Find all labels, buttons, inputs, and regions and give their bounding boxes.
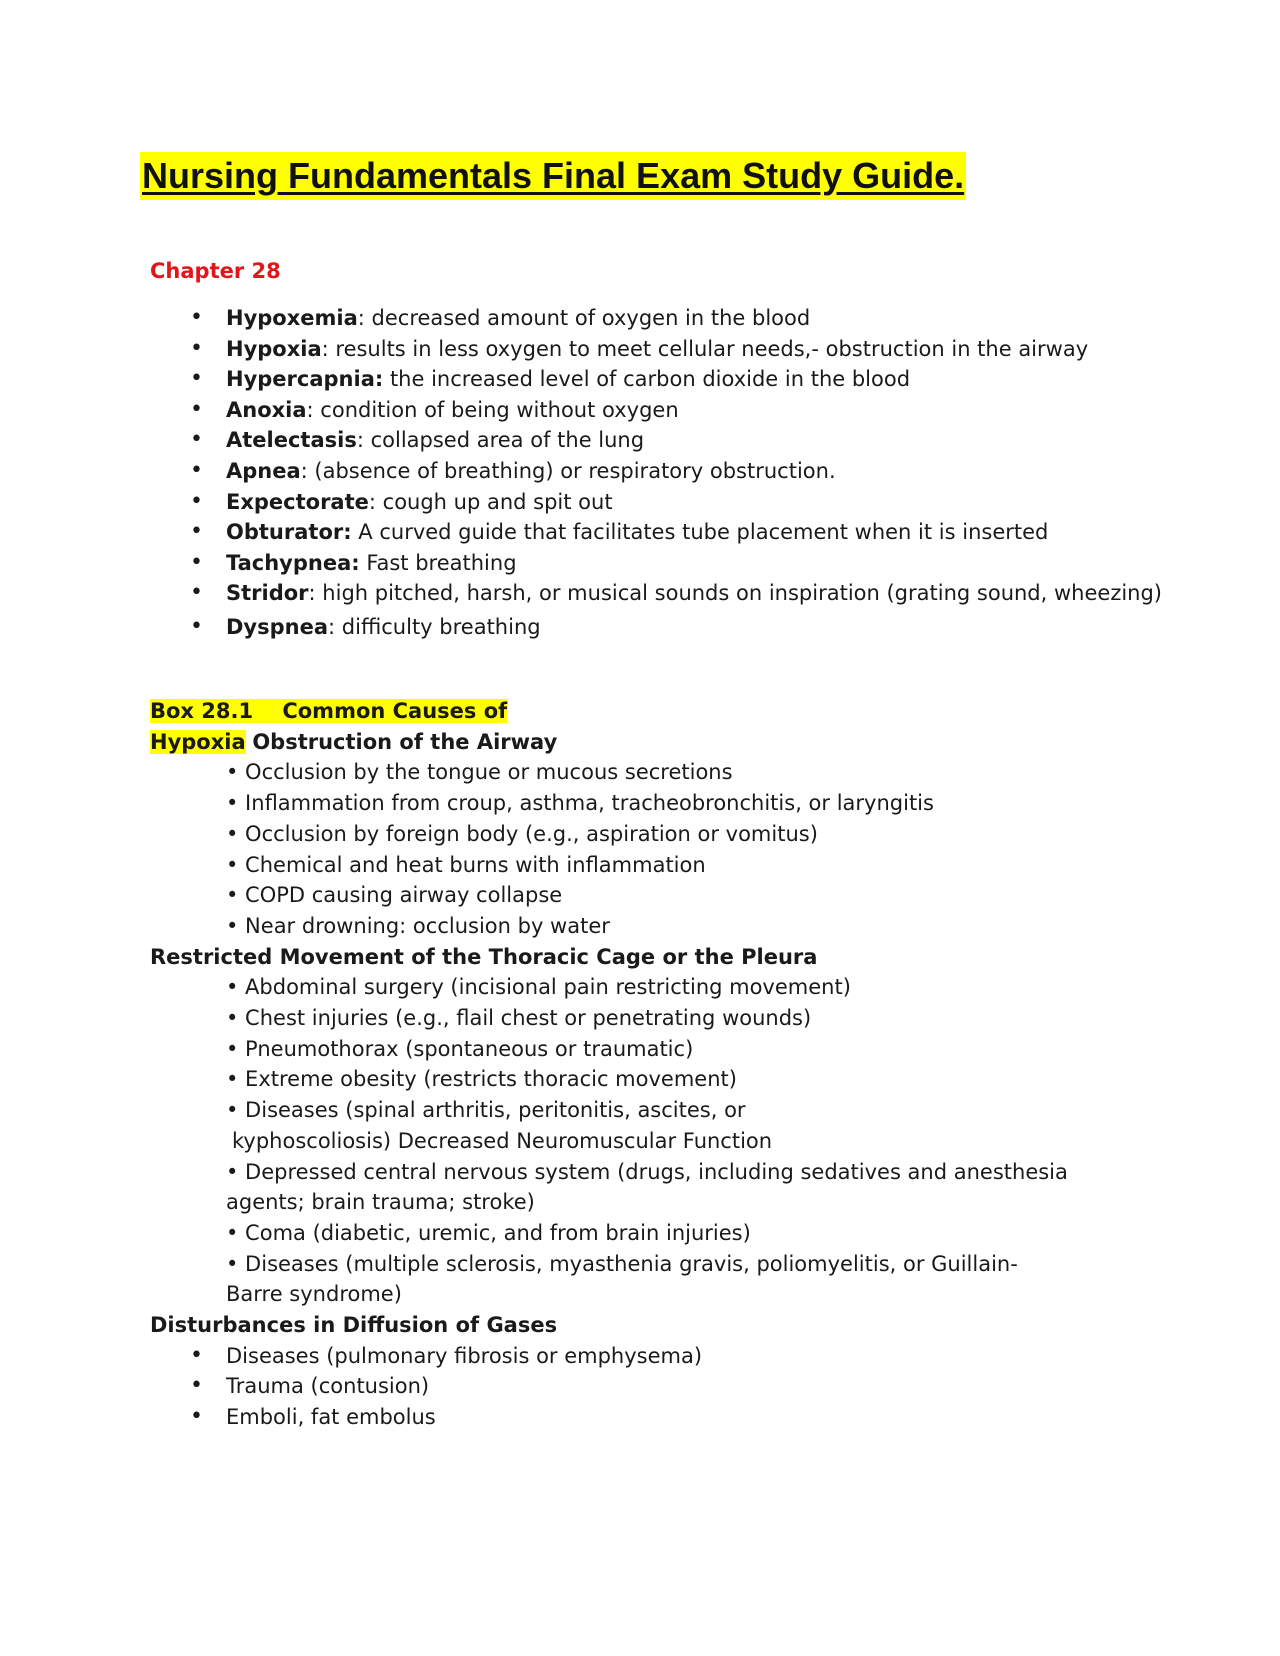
- list-item-text: Diseases (pulmonary fibrosis or emphysema): [226, 1343, 703, 1368]
- definition-item: [150, 517, 1230, 548]
- definition-text: results in less oxygen to meet cellular needs,- obstruction in the airway: [328, 336, 1089, 361]
- definition-text: high pitched, harsh, or musical sounds on inspiration (grating sound, wheezing): [315, 581, 1163, 606]
- list-item: [150, 1371, 1230, 1402]
- list-item: [150, 1402, 1230, 1433]
- list-item: • COPD causing airway collapse: [226, 883, 563, 908]
- definition-text: difficulty breathing: [335, 614, 541, 639]
- bullet-icon: •: [190, 488, 203, 514]
- list-item-text: Trauma (contusion): [226, 1374, 430, 1399]
- definition-item: [150, 612, 1230, 643]
- bullet-icon: •: [190, 580, 203, 606]
- bullet-icon: •: [190, 1373, 203, 1399]
- list-item: • Inflammation from croup, asthma, tracheobronchitis, or laryngitis: [226, 791, 934, 816]
- definition-term: Expectorate: [226, 489, 369, 514]
- list-item: • Pneumothorax (spontaneous or traumatic): [226, 1036, 694, 1061]
- definition-text: decreased amount of oxygen in the blood: [364, 306, 811, 330]
- bullet-icon: •: [190, 335, 203, 361]
- definition-item: [150, 456, 1230, 487]
- box-subheading: [150, 727, 1230, 758]
- list-item-text: Emboli, fat embolus: [226, 1405, 436, 1430]
- list-item-continuation: kyphoscoliosis) Decreased Neuromuscular Function: [232, 1128, 773, 1153]
- bullet-icon: •: [190, 613, 203, 639]
- definition-term: Hypoxemia: [226, 306, 358, 330]
- definition-term: Obturator:: [226, 520, 352, 545]
- bullet-icon: •: [190, 396, 203, 422]
- definition-term: Hypoxia: [226, 336, 322, 361]
- definition-list: [150, 303, 1230, 643]
- title-wrap: [140, 152, 966, 200]
- bullet-icon: •: [190, 427, 203, 453]
- bullet-icon: •: [190, 519, 203, 545]
- definition-term: Tachypnea:: [226, 550, 360, 575]
- definition-term: Atelectasis: [226, 428, 357, 453]
- definition-text: collapsed area of the lung: [363, 428, 645, 453]
- list-item: • Abdominal surgery (incisional pain restricting movement): [226, 975, 851, 1000]
- list-item: • Chest injuries (e.g., flail chest or penetrating wounds): [226, 1006, 812, 1031]
- bullet-icon: •: [190, 305, 203, 330]
- definition-term: Stridor: [226, 581, 309, 606]
- list-item: • Coma (diabetic, uremic, and from brain injuries): [226, 1220, 751, 1245]
- definition-separator: :: [328, 614, 336, 639]
- definition-text: A curved guide that facilitates tube placement when it is inserted: [351, 520, 1049, 545]
- list-item: • Diseases (spinal arthritis, peritonitis, ascites, or: [226, 1098, 746, 1123]
- definition-separator: :: [357, 306, 365, 330]
- definition-text: condition of being without oxygen: [313, 397, 679, 422]
- list-item: [150, 1341, 1230, 1372]
- definition-item: [150, 548, 1230, 579]
- list-item: • Occlusion by the tongue or mucous secretions: [226, 760, 733, 785]
- definition-item: [150, 578, 1230, 609]
- definition-item: [150, 487, 1230, 518]
- list-item-continuation: Barre syndrome): [226, 1282, 402, 1307]
- list-item: • Near drowning: occlusion by water: [226, 913, 610, 938]
- box-heading: [150, 696, 1230, 727]
- definition-term: Apnea: [226, 458, 301, 483]
- definition-item: [150, 395, 1230, 426]
- definition-separator: :: [308, 581, 316, 606]
- box-heading-hypoxia: Hypoxia: [150, 729, 246, 754]
- list-item: • Occlusion by foreign body (e.g., aspiration or vomitus): [226, 821, 818, 846]
- box-heading-text: Box 28.1 Common Causes of: [150, 699, 508, 723]
- bullet-icon: •: [190, 457, 203, 483]
- definition-text: (absence of breathing) or respiratory obstruction.: [307, 458, 836, 483]
- list-item-continuation: agents; brain trauma; stroke): [226, 1190, 535, 1215]
- section-title-thoracic: Restricted Movement of the Thoracic Cage or the Pleura: [150, 944, 818, 969]
- chapter-heading: Chapter 28: [150, 259, 281, 283]
- definition-term: Anoxia: [226, 397, 307, 422]
- page-title: Nursing Fundamentals Final Exam Study Guide.: [140, 152, 966, 200]
- section-title-diffusion: Disturbances in Diffusion of Gases: [150, 1313, 558, 1338]
- bullet-icon: •: [190, 366, 203, 392]
- section-title-airway: Obstruction of the Airway: [252, 729, 558, 754]
- definition-separator: :: [306, 397, 314, 422]
- definition-text: cough up and spit out: [375, 489, 613, 514]
- definition-item: [150, 303, 1230, 334]
- bullet-icon: •: [190, 1404, 203, 1430]
- list-item: • Chemical and heat burns with inflammation: [226, 852, 706, 877]
- definition-separator: :: [368, 489, 376, 514]
- definition-item: [150, 425, 1230, 456]
- box-28-1: [150, 696, 1230, 1433]
- definition-separator: :: [300, 458, 308, 483]
- list-item: • Diseases (multiple sclerosis, myasthenia gravis, poliomyelitis, or Guillain-: [226, 1251, 1018, 1276]
- definition-item: [150, 334, 1230, 365]
- definition-item: [150, 364, 1230, 395]
- list-item: • Extreme obesity (restricts thoracic movement): [226, 1067, 737, 1092]
- definition-separator: :: [321, 336, 329, 361]
- list-item: • Depressed central nervous system (drugs, including sedatives and anesthesia: [226, 1159, 1068, 1184]
- definition-term: Dyspnea: [226, 614, 329, 639]
- bullet-icon: •: [190, 549, 203, 575]
- definition-text: the increased level of carbon dioxide in the blood: [383, 367, 911, 392]
- bullet-icon: •: [190, 1342, 203, 1368]
- definition-separator: :: [356, 428, 364, 453]
- definition-term: Hypercapnia:: [226, 367, 384, 392]
- definition-text: Fast breathing: [359, 550, 517, 575]
